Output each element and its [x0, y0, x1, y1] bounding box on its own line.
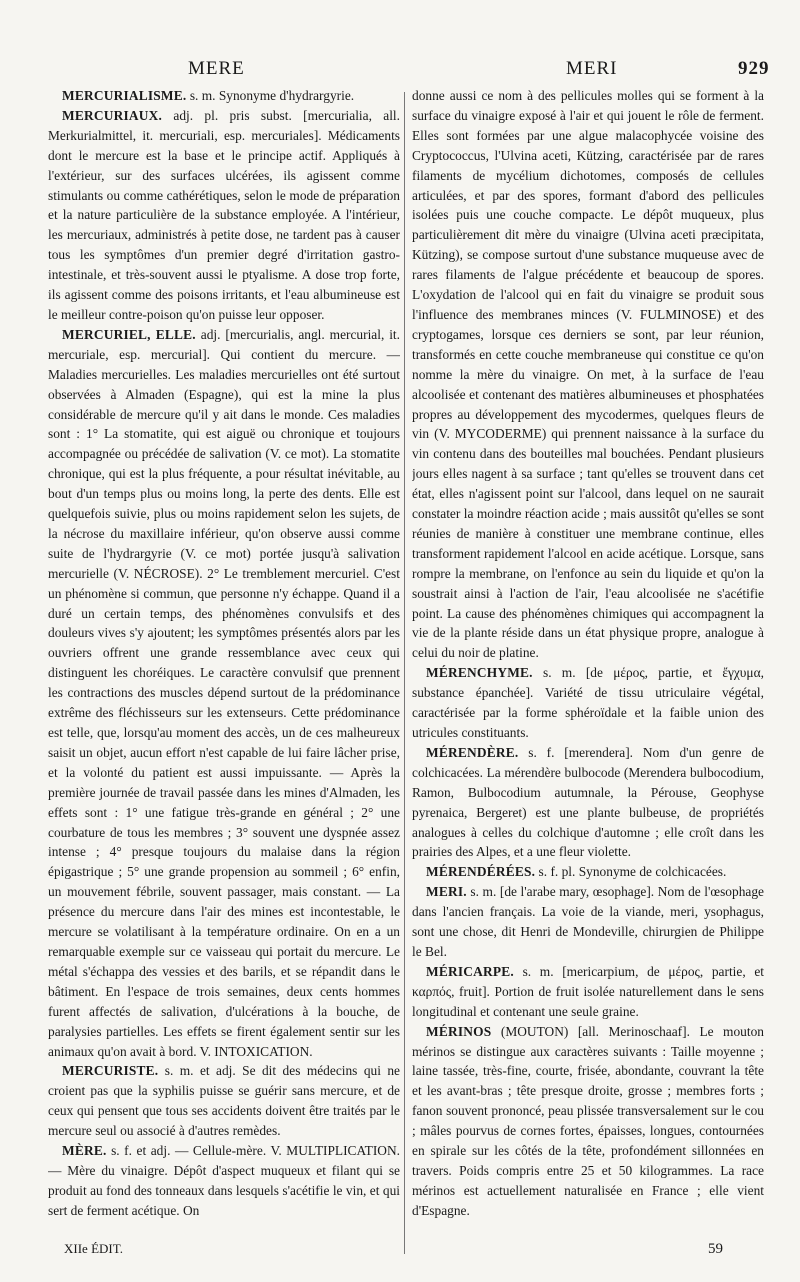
left-column	[48, 86, 400, 1254]
entry-text: s. m. et adj. Se dit des médecins qui ne croient pas que la syphilis puisse se guérir sans mercure, et de ceux qui pensent que tous ses accidents doivent être traités par le mercure seul ou associé à d'autres remèdes.	[48, 1063, 400, 1139]
entry-text: s. m. [de μέρος, partie, et ἔγχυμα, substance épanchée]. Variété de tissu utriculaire végétal, caractérisée par la forme sphéroïdale et la faible union des utricules constituants.	[412, 665, 764, 740]
entry	[48, 86, 400, 106]
entry	[48, 1061, 400, 1141]
headword: MERCURIAUX.	[62, 107, 163, 123]
signature-mark: 59	[708, 1241, 723, 1257]
entry-text: s. f. [merendera]. Nom d'un genre de colchicacées. La mérendère bulbocode (Merendera bulbocodium, Ramon, Bulbocodium autumnale, la Pérouse, Geophyse pyrenaica, Bergeret) est une plante bulbeuse, de propriétés analogues à celles du colchique d'automne ; elle croît dans les prairies des Alpes, et a une fleur violette.	[412, 744, 764, 860]
headword: MÉRENCHYME.	[426, 665, 533, 681]
entry	[48, 106, 400, 325]
headword: MERCURIEL, ELLE.	[62, 326, 196, 342]
entry-text: adj. [mercurialis, angl. mercurial, it. mercuriale, esp. mercurial]. Qui contient du mercure. — Maladies mercurielles. Les maladies mercurielles ont été surtout observées à Almaden (Espagne), qui est la mine la plus considérable de mercure qu'il y ait dans le monde. Ces maladies sont : 1° La stomatite, qui est aiguë ou chronique et toujours accompagnée ou précédée de salivation (V. ce mot). La stomatite chronique, qui est la plus fréquente, a pour résultat inévitable, au bout d'un temps plus ou moins long, la perte des dents. Elle est quelquefois suivie, plus ou moins rapidement selon les sujets, de la nécrose du maxillaire inférieur, qu'on observe aussi comme suite de l'hydrargyrie (V. ce mot) portée jusqu'à salivation mercurielle (V. NÉCROSE). 2° Le tremblement mercuriel. C'est un phénomène si commun, que personne n'y échappe. Quand il a duré un certain temps, des phénomènes convulsifs et des douleurs vives s'y ajoutent; les symptômes présentés alors par les ouvriers offrent une grande ressemblance avec ceux qui distinguent les choréiques. Le caractère convulsif que prennent les contractions des muscles dépend surtout de la prédominance extrême des fléchisseurs sur les extenseurs. Cette prédominance est telle, que, lorsqu'au moment des accès, un de ces malheureux saisit un objet, aucun effort n'est capable de lui faire lâcher prise, et la volonté du patient est aussi impuissante. — Après la première journée de travail passée dans les mines d'Almaden, les effets sont : 1° une fatigue très-grande en général ; 2° une courbature de tous les membres ; 3° souvent une dyspnée assez intense ; 4° presque toujours du malaise dans la région épigastrique ; 5° une grande propension au sommeil ; 6° enfin, un mouvement fébrile, souvent passager, mais constant. — La présence du mercure dans l'air des mines est incontestable, le mercure se volatilisant à la température ordinaire. On en a un remarquable exemple sur ce vaisseau qui portait du mercure. Le métal s'échappa des vessies et des barils, et se répandit dans le bâtiment. En l'espace de trois semaines, deux cents hommes furent affectés de salivation, d'ulcérations à la bouche, de paralysies partielles. Les effets se firent également sentir sur les animaux qu'on avait à bord. V. INTOXICATION.	[48, 326, 400, 1059]
headword: MERCURIALISME.	[62, 88, 187, 103]
column-divider	[404, 92, 405, 1254]
entry	[412, 862, 764, 882]
running-head-left: MERE	[188, 58, 245, 79]
page-number: 929	[738, 58, 770, 79]
entry-text: donne aussi ce nom à des pellicules molles qui se forment à la surface du vinaigre exposé à l'air et qui jouent le rôle de ferment. Elles sont formées par une algue malacophycée voisine des Cryptococcus, l'Ulvina aceti, Kützing, caractérisée par de rares filaments de mycélium dichotomes, composés de cellules articulées, et par des spores, formant d'abord des pellicules isolées puis une couche compacte. Le dépôt muqueux, plus particulièrement dit mère du vinaigre (Ulvina aceti præcipitata, Kützing), se compose surtout d'une substance muqueuse avec de rares filaments de l'algue précédente et beaucoup de spores. L'oxydation de l'alcool qui en fait du vinaigre se produit sous l'influence des membranes minces (V. FULMINOSE) et des cryptogames, lorsque ces derniers se sont, par leur réunion, transformés en cette couche membraneuse qui constitue ce qu'on nomme la mère du vinaigre. On met, à la surface de l'eau alcoolisée et contenant des matières albumineuses et phosphatées propres au développement des mycodermes, quelques fleurs de vin (V. MYCODERME) qui prennent naissance à la surface du vin contenu dans des bouteilles mal bouchées. Pendant plusieurs jours elles nagent à sa surface ; tant qu'elles se trouvent dans cet état, elles n'agissent point sur l'alcool, dans lequel on ne saurait constater la moindre réaction acide ; mais aussitôt qu'elles se sont réunies de manière à constituer une membrane continue, elles transforment rapidement l'alcool en acide acétique. Lorsque, sans rompre la membrane, on l'enfonce au sein du liquide et qu'on la soustrait ainsi à l'action de l'air, l'eau alcoolisée ne s'acétifie point. La cause des phénomènes chimiques qui accompagnent la vie de la plante réside dans un état physique propre, analogue à celui du noir de platine.	[412, 88, 764, 661]
edition-footer: XIIe ÉDIT.	[64, 1241, 123, 1256]
entry-text: s. m. [mericarpium, de μέρος, partie, et καρπός, fruit]. Portion de fruit isolée naturellement dans le sens longitudinal et contenant une seule graine.	[412, 963, 764, 1019]
running-head-right: MERI	[566, 58, 618, 79]
headword: MERI.	[426, 884, 467, 900]
entry	[412, 663, 764, 743]
entry-text: s. f. et adj. — Cellule-mère. V. MULTIPLICATION. — Mère du vinaigre. Dépôt d'aspect muqueux et filant qui se produit au fond des tonneaux dans lesquels s'acétifie le vin, et qui sert de ferment acétique. On	[48, 1143, 400, 1218]
entry	[412, 882, 764, 962]
entry-text: (MOUTON) [all. Merinoschaaf]. Le mouton mérinos se distingue aux caractères suivants : Taille moyenne ; laine tassée, très-fine, courte, frisée, abondante, couvrant la tête et les avant-bras ; tête presque droite, grosse ; membres forts ; fanon souvent prononcé, peau plissée transversalement sur le cou ; mâles pourvus de cornes fortes, épaisses, longues, contournées en spirale sur les côtés de la tête, profondément sillonnées en travers. Poids compris entre 25 et 50 kilogrammes. La race mérinos est actuellement naturalisée en France ; elle vient d'Espagne.	[412, 1023, 764, 1218]
headword: MÉRENDÈRE.	[426, 744, 519, 760]
entry-text: s. m. Synonyme d'hydrargyrie.	[189, 88, 355, 103]
headword: MÉRINOS	[426, 1023, 492, 1039]
entry-text: s. f. pl. Synonyme de colchicacées.	[538, 864, 727, 880]
headword: MERCURISTE.	[62, 1063, 159, 1079]
entry-text: adj. pl. pris subst. [mercurialia, all. Merkurialmittel, it. mercuriali, esp. mercuriales]. Médicaments dont le mercure est la base et le principe actif. Appliqués à l'extérieur, sur des surfaces ulcérées, ils agissent comme stimulants ou comme cathérétiques, selon le mode de préparation et la nature particulière de la substance employée. A l'intérieur, les mercuriaux, administrés à petite dose, ne tardent pas à causer tous les symptômes d'un premier degré d'irritation gastro-intestinale, et très-souvent aussi le ptyalisme. A dose trop forte, ils agissent comme des poisons irritants, et l'eau albumineuse est le meilleur contre-poison qu'on puisse leur opposer.	[48, 107, 400, 322]
headword: MÉRICARPE.	[426, 963, 514, 979]
entry	[412, 962, 764, 1022]
headword: MÈRE.	[62, 1143, 107, 1159]
entry-text: s. m. [de l'arabe mary, œsophage]. Nom de l'œsophage dans l'ancien français. La voie de la viande, meri, ysophagus, sont une chose, dit Henri de Mondeville, chirurgien de Philippe le Bel.	[412, 884, 764, 959]
entry	[412, 743, 764, 862]
headword: MÉRENDÉRÉES.	[426, 864, 536, 880]
entry	[412, 1022, 764, 1221]
right-column	[412, 86, 764, 1254]
entry	[48, 1141, 400, 1221]
entry	[48, 325, 400, 1062]
entry-continuation	[412, 86, 764, 663]
